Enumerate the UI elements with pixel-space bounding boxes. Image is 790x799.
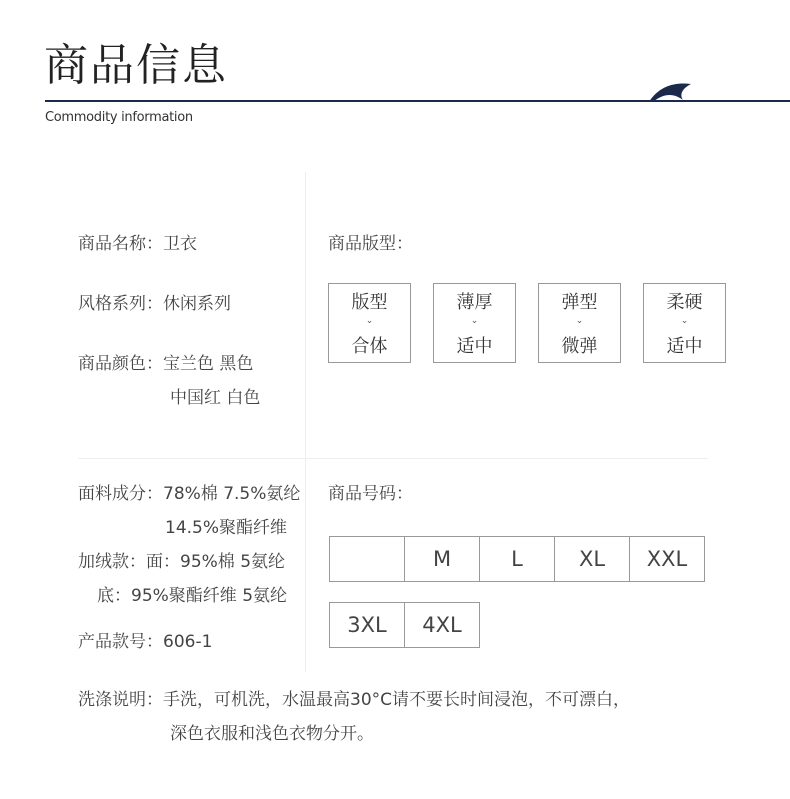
model-number: 产品款号：606-1: [78, 632, 213, 652]
chevron-down-icon: ⌄: [680, 316, 689, 326]
version-box-title: 弹型: [561, 292, 598, 313]
version-box-value: 适中: [666, 336, 703, 357]
size-cell-xxl: XXL: [629, 536, 705, 582]
vertical-divider: [305, 172, 306, 672]
wave-logo-icon: [645, 80, 695, 104]
version-grid: [328, 283, 726, 363]
version-box-fit: [328, 283, 411, 363]
chevron-down-icon: ⌄: [365, 316, 374, 326]
size-cell-empty: [329, 536, 405, 582]
color-line-1: 宝兰色 黑色: [163, 354, 254, 374]
color-label: 商品颜色：: [78, 354, 163, 374]
version-box-elasticity: [538, 283, 621, 363]
style-series-value: 休闲系列: [163, 294, 231, 314]
size-label: 商品号码：: [328, 484, 413, 504]
version-label: 商品版型：: [328, 234, 413, 254]
product-name-row: [78, 233, 197, 255]
version-box-title: 版型: [351, 292, 388, 313]
size-row-1: [329, 536, 705, 582]
version-box-value: 适中: [456, 336, 493, 357]
fabric-line-2: 14.5%聚酯纤维: [165, 518, 288, 538]
version-box-value: 微弹: [561, 336, 598, 357]
product-name-value: 卫衣: [163, 234, 197, 254]
version-box-thickness: [433, 283, 516, 363]
color-line-2: 中国红 白色: [170, 388, 261, 408]
style-series-label: 风格系列：: [78, 294, 163, 314]
chevron-down-icon: ⌄: [575, 316, 584, 326]
version-box-value: 合体: [351, 336, 388, 357]
fabric-line-1: 面料成分：78%棉 7.5%氨纶: [78, 484, 301, 504]
color-row: [78, 353, 253, 375]
version-box-softness: [643, 283, 726, 363]
fleece-line-1: 加绒款：面：95%棉 5氨纶: [78, 552, 286, 572]
size-cell-l: L: [479, 536, 555, 582]
chevron-down-icon: ⌄: [470, 316, 479, 326]
size-cell-4xl: 4XL: [404, 602, 480, 648]
care-line-1: 洗涤说明：手洗，可机洗，水温最高30°C请不要长时间浸泡，不可漂白，: [78, 690, 631, 710]
size-cell-3xl: 3XL: [329, 602, 405, 648]
version-box-title: 薄厚: [456, 292, 493, 313]
size-cell-xl: XL: [554, 536, 630, 582]
size-row-2: [329, 602, 480, 648]
style-series-row: [78, 293, 231, 315]
size-cell-m: M: [404, 536, 480, 582]
page-title: 商品信息: [44, 40, 228, 91]
version-box-title: 柔硬: [666, 292, 703, 313]
care-line-2: 深色衣服和浅色衣物分开。: [170, 724, 374, 744]
horizontal-divider: [78, 458, 708, 459]
product-name-label: 商品名称：: [78, 234, 163, 254]
fleece-line-2: 底：95%聚酯纤维 5氨纶: [97, 586, 288, 606]
page-subtitle: Commodity information: [45, 110, 193, 125]
